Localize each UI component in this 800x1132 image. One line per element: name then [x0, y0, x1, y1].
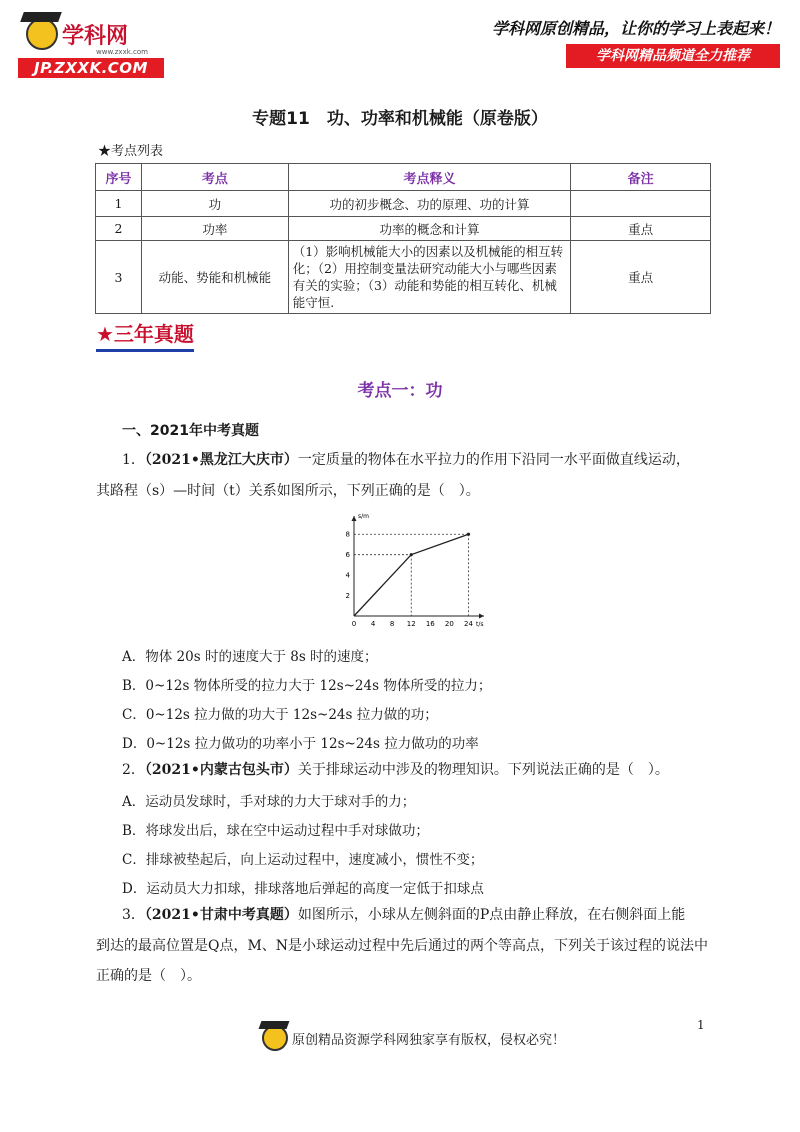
question-3-line-3: 正确的是（ ）。 — [96, 968, 201, 984]
table-cell: 2 — [96, 217, 142, 241]
question-source: （2021•黑龙江大庆市） — [144, 452, 298, 468]
question-number: 3． — [122, 907, 145, 923]
q1-option-d: D．0~12s 拉力做功的功率小于 12s~24s 拉力做功的功率 — [122, 736, 479, 752]
table-header-cell: 考点 — [141, 164, 288, 191]
x-axis-arrow — [479, 614, 484, 619]
page-number: 1 — [697, 1018, 705, 1032]
table-cell: 功 — [141, 191, 288, 217]
question-1-line-1 — [122, 450, 732, 470]
y-tick-label: 4 — [345, 571, 350, 580]
year-heading: 一、2021年中考真题 — [122, 423, 259, 439]
question-text: 一定质量的物体在水平拉力的作用下沿同一水平面做直线运动， — [297, 452, 690, 468]
table-cell: 动能、势能和机械能 — [141, 241, 288, 314]
table-cell: 重点 — [571, 241, 711, 314]
table-header-cell: 备注 — [571, 164, 711, 191]
logo-name: 学科网 — [62, 23, 129, 49]
table-cell — [571, 191, 711, 217]
logo-url: JP.ZXXK.COM — [18, 58, 164, 78]
question-3-line-2: 到达的最高位置是Q点，M、N是小球运动过程中先后通过的两个等高点，下列关于该过程的说法中 — [96, 938, 709, 954]
table-cell: 功率 — [141, 217, 288, 241]
knowledge-point-table — [95, 163, 711, 314]
footer — [262, 1016, 602, 1060]
data-point — [410, 553, 413, 556]
q2-option-d: D．运动员大力扣球，排球落地后弹起的高度一定低于扣球点 — [122, 881, 484, 897]
mascot-icon — [26, 18, 58, 50]
x-tick-label: 16 — [425, 620, 435, 628]
table-cell: 1 — [96, 191, 142, 217]
question-2-line — [122, 760, 732, 780]
y-tick-label: 8 — [345, 530, 350, 539]
y-tick-label: 2 — [345, 592, 350, 601]
question-text: 关于排球运动中涉及的物理知识。下列说法正确的是（ ）。 — [297, 762, 669, 778]
table-header-row — [96, 164, 711, 191]
x-tick-label: 20 — [444, 620, 454, 628]
question-number: 1． — [122, 452, 145, 468]
table-cell: 功率的概念和计算 — [288, 217, 571, 241]
x-tick-label: 12 — [406, 620, 416, 628]
table-header-cell: 序号 — [96, 164, 142, 191]
question-1-line-2: 其路程（s）—时间（t）关系如图所示，下列正确的是（ ）。 — [96, 483, 480, 499]
x-tick-label: 4 — [370, 620, 376, 628]
x-tick-label: 24 — [464, 620, 473, 628]
question-source: （2021•内蒙古包头市） — [144, 762, 298, 778]
table-cell: 重点 — [571, 217, 711, 241]
q2-option-a: A．运动员发球时，手对球的力大于球对手的力； — [122, 794, 416, 810]
table-header-cell: 考点释义 — [288, 164, 571, 191]
y-tick-label: 6 — [345, 551, 350, 560]
q2-option-b: B．将球发出后，球在空中运动过程中手对球做功； — [122, 823, 429, 839]
point-heading: 考点一：功 — [357, 381, 443, 401]
y-axis-arrow — [352, 516, 357, 521]
table-row — [96, 191, 711, 217]
x-tick-label: 8 — [389, 620, 395, 628]
table-cell: 功的初步概念、功的原理、功的计算 — [288, 191, 571, 217]
y-axis-label: s/m — [358, 513, 369, 520]
x-tick-label: 0 — [351, 620, 357, 628]
logo-small-url: www.zxxk.com — [96, 48, 148, 56]
site-logo[interactable] — [18, 14, 168, 76]
distance-time-chart — [330, 512, 490, 630]
question-3-line-1 — [122, 905, 732, 925]
list-caption: ★考点列表 — [98, 144, 164, 159]
q1-option-c: C．0~12s 拉力做的功大于 12s~24s 拉力做的功； — [122, 707, 438, 723]
mascot-icon — [262, 1025, 288, 1051]
data-point — [467, 533, 470, 536]
question-source: （2021•甘肃中考真题） — [144, 907, 298, 923]
document-title: 专题11 功、功率和机械能（原卷版） — [252, 109, 548, 129]
q1-option-a: A．物体 20s 时的速度大于 8s 时的速度； — [122, 649, 378, 665]
header-slogan: 学科网原创精品，让你的学习上表起来！ — [491, 19, 780, 38]
question-text: 如图所示，小球从左侧斜面的P点由静止释放，在右侧斜面上能 — [297, 907, 686, 923]
question-number: 2． — [122, 762, 145, 778]
table-row — [96, 241, 711, 314]
q2-option-c: C．排球被垫起后，向上运动过程中，速度减小，惯性不变； — [122, 852, 484, 868]
table-row — [96, 217, 711, 241]
q1-option-b: B．0~12s 物体所受的拉力大于 12s~24s 物体所受的拉力； — [122, 678, 492, 694]
x-axis-label: t/s — [476, 621, 484, 628]
header-banner: 学科网精品频道全力推荐 — [566, 44, 780, 68]
section-heading: ★三年真题 — [96, 318, 194, 352]
table-cell: （1）影响机械能大小的因素以及机械能的相互转化；（2）用控制变量法研究动能大小与哪些因素有关的实验；（3）动能和势能的相互转化、机械能守恒. — [288, 241, 571, 314]
table-cell: 3 — [96, 241, 142, 314]
copyright-text: 原创精品资源学科网独家享有版权，侵权必究！ — [292, 1032, 566, 1048]
